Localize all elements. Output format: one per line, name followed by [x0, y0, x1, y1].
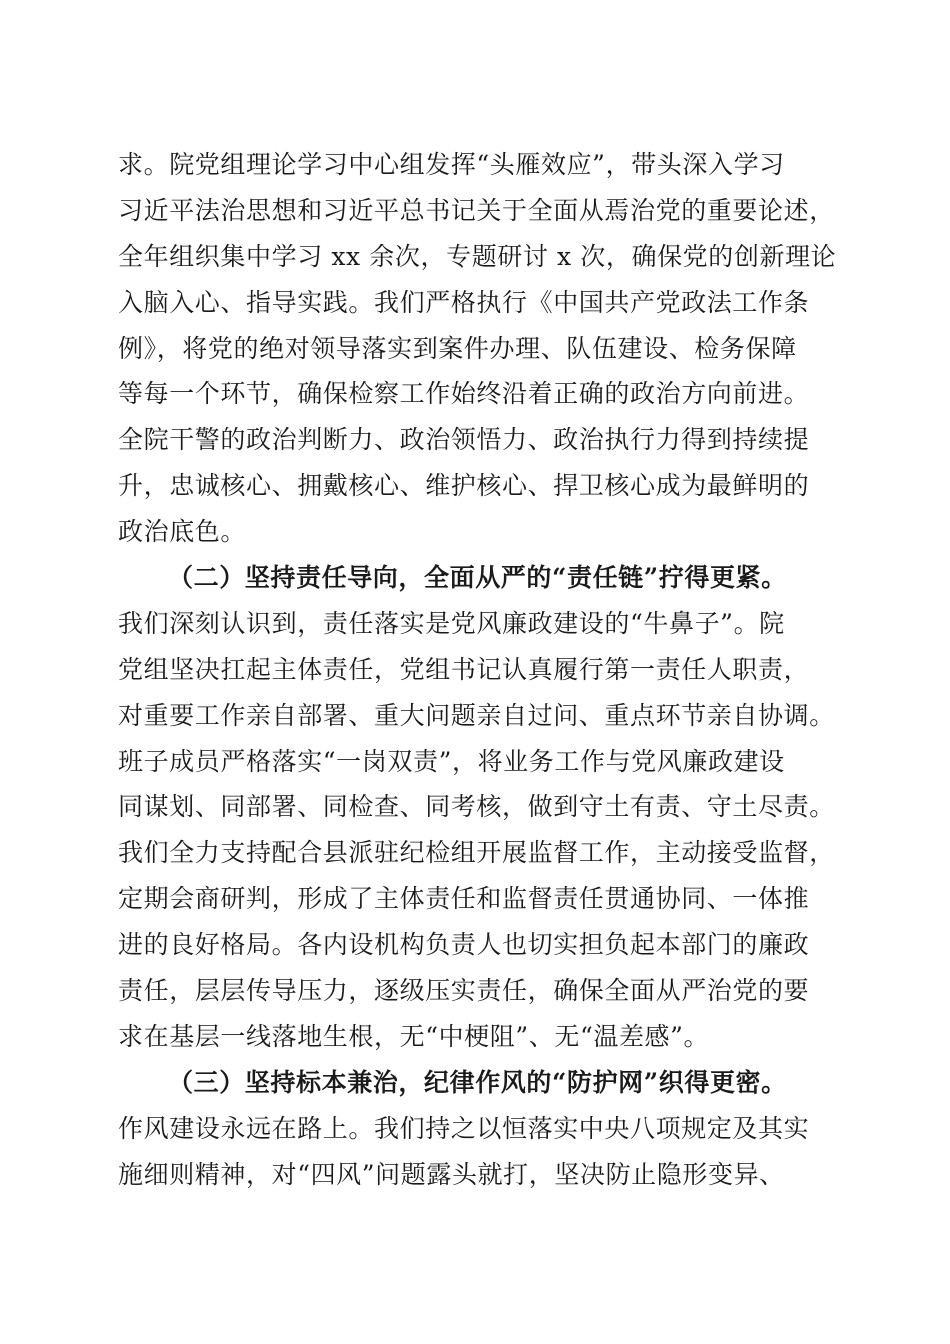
- text-line: 等每一个环节，确保检察工作始终沿着正确的政治方向前进。: [118, 379, 810, 409]
- text-line: 我们全力支持配合县派驻纪检组开展监督工作，主动接受监督，: [118, 838, 835, 868]
- text-line: 同谋划、同部署、同检查、同考核，做到守土有责、守土尽责。: [118, 792, 835, 822]
- text-line: 求在基层一线落地生根，无“中梗阻”、无“温差感”。: [118, 1021, 710, 1051]
- text-line: 责任，层层传导压力，逐级压实责任，确保全面从严治党的要: [118, 976, 810, 1006]
- text-line: 党组坚决扛起主体责任，党组书记认真履行第一责任人职责，: [118, 654, 810, 684]
- text-line: 进的良好格局。各内设机构负责人也切实担负起本部门的廉政: [118, 930, 810, 960]
- text-line: 我们深刻认识到，责任落实是党风廉政建设的“牛鼻子”。院: [118, 608, 785, 638]
- text-line: 对重要工作亲自部署、重大问题亲自过问、重点环节亲自协调。: [118, 700, 835, 730]
- text-line: 全院干警的政治判断力、政治领悟力、政治执行力得到持续提: [118, 425, 810, 455]
- text-line: 求。院党组理论学习中心组发挥“头雁效应”，带头深入学习: [118, 150, 785, 179]
- text-line: 定期会商研判，形成了主体责任和监督责任贯通协同、一体推: [118, 884, 810, 914]
- text-line: 习近平法治思想和习近平总书记关于全面从焉治党的重要论述，: [118, 195, 835, 225]
- section-heading-2: （二）坚持责任导向，全面从严的“责任链”拧得更紧。: [168, 563, 787, 593]
- text-line: 例》，将党的绝对领导落实到案件办理、队伍建设、检务保障: [118, 333, 797, 363]
- text-line: 全年组织集中学习 xx 余次，专题研讨 x 次，确保党的创新理论: [118, 241, 837, 271]
- document-body: [118, 142, 838, 1197]
- section-heading-3: （三）坚持标本兼治，纪律作风的“防护网”织得更密。: [168, 1067, 787, 1097]
- text-line: 班子成员严格落实“一岗双责”，将业务工作与党风廉政建设: [118, 746, 785, 776]
- text-line: 政治底色。: [118, 517, 247, 547]
- text-line: 升，忠诚核心、拥戴核心、维护核心、捍卫核心成为最鲜明的: [118, 471, 810, 501]
- text-line: 作风建设永远在路上。我们持之以恒落实中央八项规定及其实: [118, 1113, 810, 1143]
- text-line: 入脑入心、指导实践。我们严格执行《中国共产党政法工作条: [118, 287, 810, 317]
- text-line: 施细则精神，对“四风”问题露头就打，坚决防止隐形变异、: [118, 1159, 785, 1189]
